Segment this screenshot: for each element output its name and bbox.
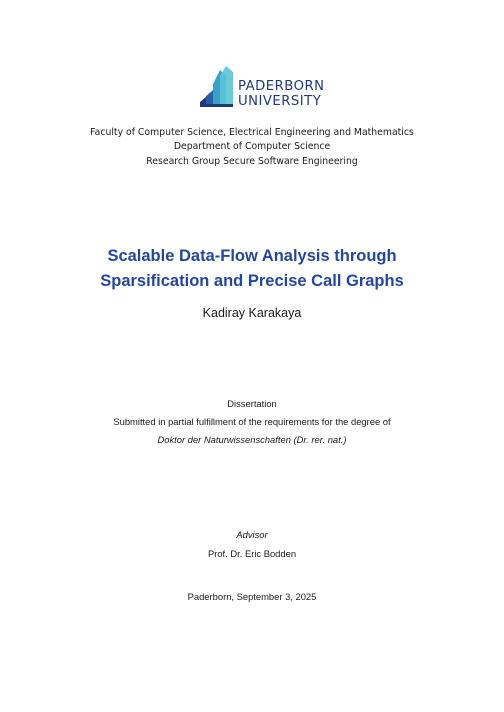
advisor-name: Prof. Dr. Eric Bodden: [207, 548, 297, 559]
faculty-name: Faculty of Computer Science, Electrical Engineering and Mathematics: [90, 127, 414, 138]
research-group-name: Research Group Secure Software Engineering: [146, 155, 358, 167]
thesis-type: Dissertation: [227, 398, 277, 409]
place-date: Paderborn, September 3, 2025: [187, 591, 317, 602]
department-name: Department of Computer Science: [173, 141, 331, 153]
advisor-label: Advisor: [236, 529, 268, 540]
thesis-title: [0, 244, 504, 294]
submission-statement: Submitted in partial fulfillment of the requirements for the degree of: [113, 416, 391, 427]
degree-name: Doktor der Naturwissenschaften (Dr. rer. nat.): [157, 434, 347, 445]
logo-text-university: UNIVERSITY: [238, 94, 322, 109]
author-name: Kadiray Karakaya: [202, 306, 302, 320]
affiliation-block: [0, 126, 504, 169]
title-line-1: Scalable Data-Flow Analysis through: [107, 247, 397, 265]
logo-text-paderborn: PADERBORN: [238, 79, 325, 94]
title-line-2: Sparsification and Precise Call Graphs: [100, 272, 404, 290]
